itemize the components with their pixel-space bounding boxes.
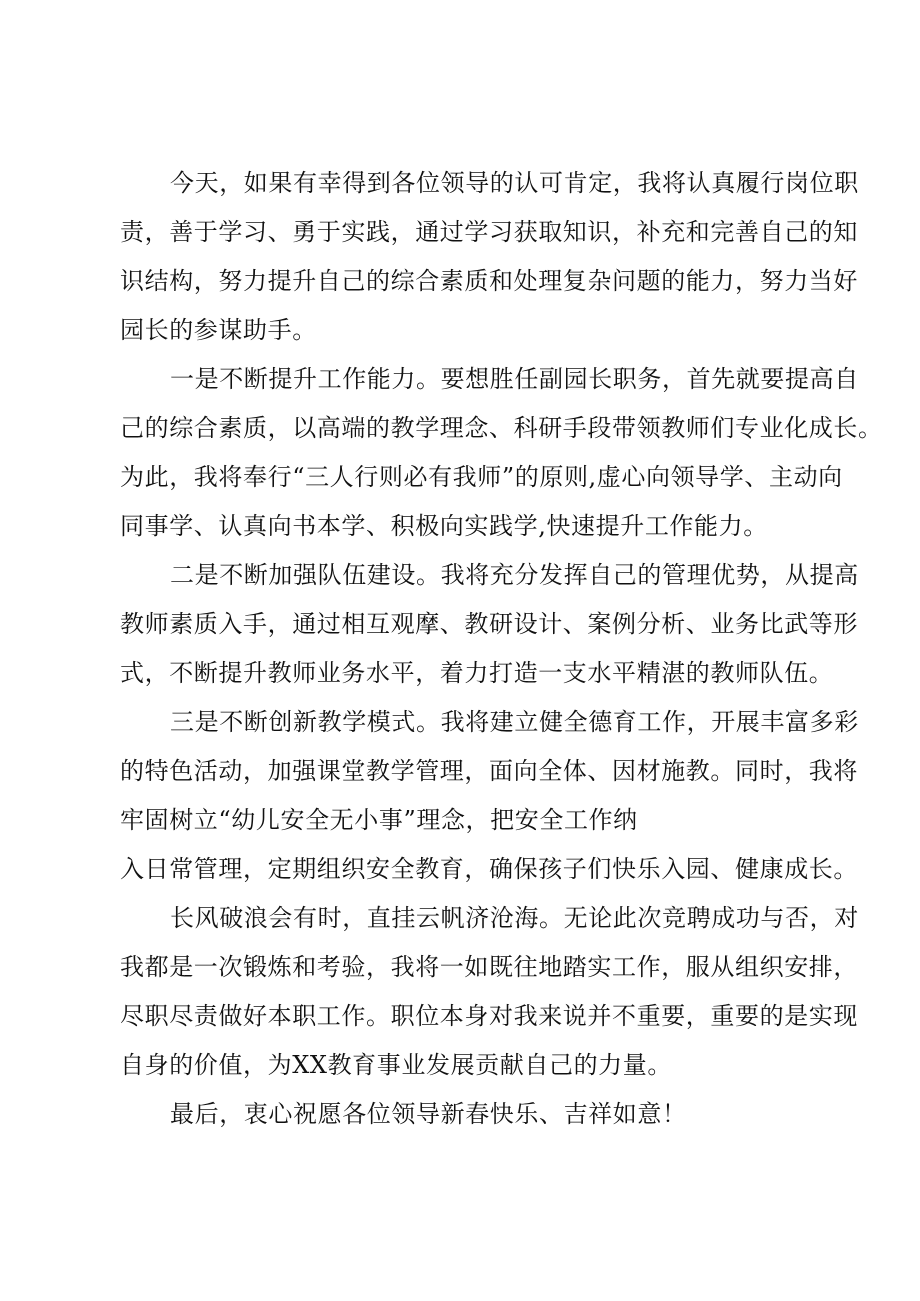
paragraph-4-line-2: 的特色活动，加强课堂教学管理，面向全体、因材施教。同时，我将 xyxy=(120,757,858,785)
paragraph-4-line-1: 三是不断创新教学模式。我将建立健全德育工作，开展丰富多彩 xyxy=(170,708,859,736)
paragraph-2-line-2: 己的综合素质，以高端的教学理念、科研手段带领教师们专业化成长。 xyxy=(120,414,883,442)
paragraph-2-line-4: 同事学、认真向书本学、积极向实践学,快速提升工作能力。 xyxy=(120,512,768,540)
paragraph-1-line-3: 识结构，努力提升自己的综合素质和处理复杂问题的能力，努力当好 xyxy=(120,267,858,295)
paragraph-2-line-1: 一是不断提升工作能力。要想胜任副园长职务，首先就要提高自 xyxy=(170,365,859,393)
paragraph-1-line-1: 今天，如果有幸得到各位领导的认可肯定，我将认真履行岗位职 xyxy=(170,169,859,197)
paragraph-3-line-3: 式，不断提升教师业务水平，着力打造一支水平精湛的教师队伍。 xyxy=(120,659,834,687)
closing-line: 最后，衷心祝愿各位领导新春快乐、吉祥如意！ xyxy=(170,1100,687,1128)
paragraph-5-line-1: 长风破浪会有时，直挂云帆济沧海。无论此次竞聘成功与否，对 xyxy=(170,904,859,932)
paragraph-5-line-4: 自身的价值，为XX教育事业发展贡献自己的力量。 xyxy=(120,1051,672,1079)
paragraph-1-line-4: 园长的参谋助手。 xyxy=(120,316,317,344)
paragraph-3-line-2: 教师素质入手，通过相互观摩、教研设计、案例分析、业务比武等形 xyxy=(120,610,858,638)
paragraph-2-line-3: 为此，我将奉行“三人行则必有我师”的原则,虚心向领导学、主动向 xyxy=(120,463,843,491)
paragraph-5-line-2: 我都是一次锻炼和考验，我将一如既往地踏实工作，服从组织安排， xyxy=(120,953,858,981)
paragraph-4-line-3: 牢固树立“幼儿安全无小事”理念，把安全工作纳 xyxy=(120,806,638,834)
paragraph-4-line-4: 入日常管理，定期组织安全教育，确保孩子们快乐入园、健康成长。 xyxy=(120,855,858,883)
paragraph-5-line-3: 尽职尽责做好本职工作。职位本身对我来说并不重要，重要的是实现 xyxy=(120,1002,858,1030)
paragraph-3-line-1: 二是不断加强队伍建设。我将充分发挥自己的管理优势，从提高 xyxy=(170,561,859,589)
paragraph-1-line-2: 责，善于学习、勇于实践，通过学习获取知识，补充和完善自己的知 xyxy=(120,218,858,246)
